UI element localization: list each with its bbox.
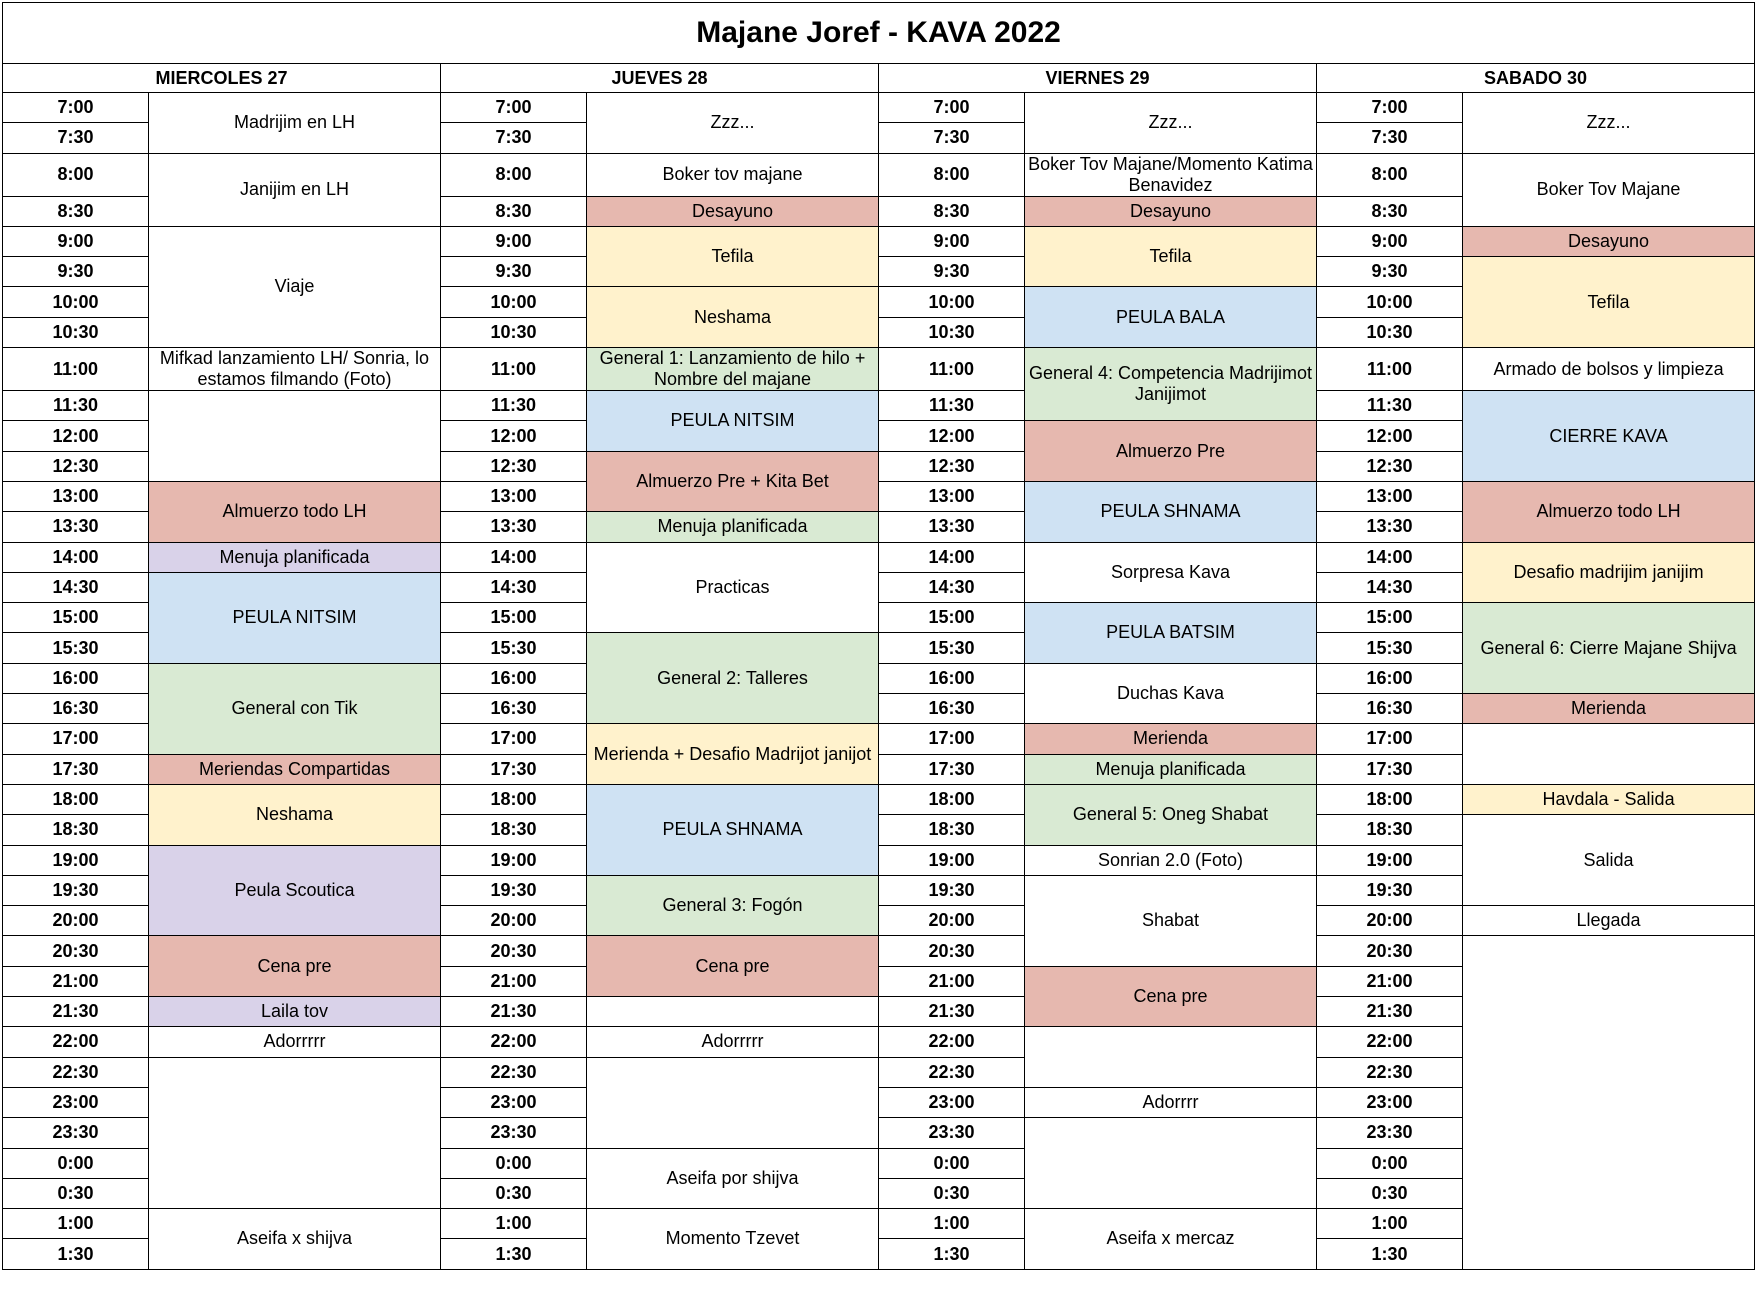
time-cell: 1:30 xyxy=(1317,1239,1463,1269)
time-cell: 0:30 xyxy=(879,1178,1025,1208)
time-cell: 8:00 xyxy=(441,153,587,196)
time-cell: 16:00 xyxy=(441,663,587,693)
time-cell: 8:30 xyxy=(1317,196,1463,226)
day-header-sabado: SABADO 30 xyxy=(1317,64,1755,93)
empty-activity-cell xyxy=(149,1057,441,1208)
time-cell: 7:00 xyxy=(879,93,1025,123)
activity-cell: Boker Tov Majane xyxy=(1463,153,1755,226)
activity-cell: Meriendas Compartidas xyxy=(149,754,441,784)
time-cell: 21:30 xyxy=(441,997,587,1027)
time-cell: 0:00 xyxy=(1317,1148,1463,1178)
activity-cell: Menuja planificada xyxy=(149,542,441,572)
time-cell: 15:00 xyxy=(3,603,149,633)
time-cell: 19:30 xyxy=(3,875,149,905)
time-cell: 12:30 xyxy=(1317,451,1463,481)
time-cell: 17:30 xyxy=(879,754,1025,784)
time-cell: 7:30 xyxy=(879,123,1025,153)
activity-cell: Desafio madrijim janijim xyxy=(1463,542,1755,603)
time-cell: 12:00 xyxy=(879,421,1025,451)
activity-cell: General 4: Competencia Madrijimot Janijimot xyxy=(1025,348,1317,421)
time-cell: 22:30 xyxy=(3,1057,149,1087)
time-cell: 21:30 xyxy=(879,997,1025,1027)
time-cell: 11:30 xyxy=(879,391,1025,421)
time-cell: 16:30 xyxy=(1317,694,1463,724)
time-slot-row xyxy=(3,226,1755,256)
activity-cell: Momento Tzevet xyxy=(587,1209,879,1270)
activity-cell: PEULA SHNAMA xyxy=(1025,481,1317,542)
empty-activity-cell xyxy=(149,391,441,482)
time-cell: 14:00 xyxy=(879,542,1025,572)
activity-cell: Laila tov xyxy=(149,997,441,1027)
activity-cell: Merienda + Desafio Madrijot janijot xyxy=(587,724,879,785)
time-cell: 10:30 xyxy=(879,317,1025,347)
time-cell: 8:00 xyxy=(3,153,149,196)
time-cell: 12:30 xyxy=(441,451,587,481)
activity-cell: Viaje xyxy=(149,226,441,347)
time-cell: 7:30 xyxy=(1317,123,1463,153)
time-cell: 11:30 xyxy=(3,391,149,421)
time-cell: 18:00 xyxy=(441,784,587,814)
time-cell: 10:30 xyxy=(1317,317,1463,347)
activity-cell: Zzz... xyxy=(1463,93,1755,154)
activity-cell: Neshama xyxy=(587,287,879,348)
time-cell: 22:00 xyxy=(3,1027,149,1057)
time-cell: 18:00 xyxy=(3,784,149,814)
time-cell: 8:30 xyxy=(3,196,149,226)
time-cell: 14:30 xyxy=(3,572,149,602)
time-cell: 19:00 xyxy=(441,845,587,875)
empty-activity-cell xyxy=(1463,724,1755,785)
activity-cell: Llegada xyxy=(1463,906,1755,936)
time-cell: 1:00 xyxy=(3,1209,149,1239)
time-cell: 18:00 xyxy=(879,784,1025,814)
time-cell: 11:30 xyxy=(1317,391,1463,421)
time-cell: 22:00 xyxy=(879,1027,1025,1057)
time-cell: 14:00 xyxy=(441,542,587,572)
time-cell: 15:00 xyxy=(441,603,587,633)
activity-cell: General 2: Talleres xyxy=(587,633,879,724)
time-slot-row xyxy=(3,784,1755,814)
time-cell: 7:30 xyxy=(441,123,587,153)
empty-activity-cell xyxy=(587,1057,879,1148)
activity-cell: Tefila xyxy=(1025,226,1317,287)
time-cell: 15:00 xyxy=(879,603,1025,633)
day-header-jueves: JUEVES 28 xyxy=(441,64,879,93)
activity-cell: PEULA BALA xyxy=(1025,287,1317,348)
time-cell: 14:30 xyxy=(441,572,587,602)
time-cell: 9:00 xyxy=(1317,226,1463,256)
time-slot-row xyxy=(3,391,1755,421)
time-cell: 20:30 xyxy=(441,936,587,966)
time-cell: 18:30 xyxy=(1317,815,1463,845)
time-cell: 8:00 xyxy=(879,153,1025,196)
time-cell: 11:00 xyxy=(441,348,587,391)
schedule-sheet xyxy=(2,2,1755,1270)
time-cell: 23:30 xyxy=(879,1118,1025,1148)
time-cell: 23:00 xyxy=(441,1087,587,1117)
activity-cell: Almuerzo Pre + Kita Bet xyxy=(587,451,879,512)
activity-cell: Sonrian 2.0 (Foto) xyxy=(1025,845,1317,875)
time-cell: 14:00 xyxy=(1317,542,1463,572)
time-cell: 10:00 xyxy=(3,287,149,317)
activity-cell: Desayuno xyxy=(587,196,879,226)
time-cell: 8:30 xyxy=(441,196,587,226)
activity-cell: Peula Scoutica xyxy=(149,845,441,936)
day-header-miercoles: MIERCOLES 27 xyxy=(3,64,441,93)
time-slot-row xyxy=(3,481,1755,511)
time-slot-row xyxy=(3,93,1755,123)
activity-cell: General 6: Cierre Majane Shijva xyxy=(1463,603,1755,694)
activity-cell: General con Tik xyxy=(149,663,441,754)
time-cell: 10:00 xyxy=(441,287,587,317)
time-cell: 21:30 xyxy=(3,997,149,1027)
activity-cell: Neshama xyxy=(149,784,441,845)
activity-cell: Shabat xyxy=(1025,875,1317,966)
time-cell: 17:30 xyxy=(3,754,149,784)
activity-cell: Boker tov majane xyxy=(587,153,879,196)
time-cell: 1:00 xyxy=(879,1209,1025,1239)
time-cell: 0:00 xyxy=(879,1148,1025,1178)
time-cell: 15:30 xyxy=(441,633,587,663)
time-cell: 20:30 xyxy=(879,936,1025,966)
schedule-title: Majane Joref - KAVA 2022 xyxy=(3,3,1755,64)
time-cell: 7:30 xyxy=(3,123,149,153)
time-cell: 13:00 xyxy=(441,481,587,511)
time-cell: 18:30 xyxy=(879,815,1025,845)
time-cell: 21:00 xyxy=(1317,966,1463,996)
time-cell: 13:00 xyxy=(3,481,149,511)
time-cell: 7:00 xyxy=(441,93,587,123)
time-cell: 13:00 xyxy=(879,481,1025,511)
activity-cell: Aseifa x mercaz xyxy=(1025,1209,1317,1270)
time-cell: 0:00 xyxy=(3,1148,149,1178)
activity-cell: General 1: Lanzamiento de hilo + Nombre del majane xyxy=(587,348,879,391)
empty-activity-cell xyxy=(1025,1118,1317,1209)
time-cell: 13:30 xyxy=(1317,512,1463,542)
time-cell: 17:00 xyxy=(879,724,1025,754)
time-cell: 16:00 xyxy=(1317,663,1463,693)
time-cell: 21:00 xyxy=(3,966,149,996)
time-cell: 16:30 xyxy=(441,694,587,724)
activity-cell: Zzz... xyxy=(587,93,879,154)
time-cell: 21:00 xyxy=(441,966,587,996)
activity-cell: Cena pre xyxy=(149,936,441,997)
activity-cell: PEULA NITSIM xyxy=(587,391,879,452)
empty-activity-cell xyxy=(1025,1027,1317,1088)
time-cell: 22:00 xyxy=(1317,1027,1463,1057)
time-cell: 11:00 xyxy=(879,348,1025,391)
activity-cell: Desayuno xyxy=(1463,226,1755,256)
time-cell: 12:00 xyxy=(3,421,149,451)
activity-cell: Adorrrrr xyxy=(149,1027,441,1057)
time-cell: 19:00 xyxy=(3,845,149,875)
activity-cell: Adorrrr xyxy=(1025,1087,1317,1117)
time-cell: 10:00 xyxy=(879,287,1025,317)
time-cell: 17:30 xyxy=(1317,754,1463,784)
activity-cell: CIERRE KAVA xyxy=(1463,391,1755,482)
time-cell: 23:00 xyxy=(3,1087,149,1117)
time-cell: 11:00 xyxy=(3,348,149,391)
time-cell: 7:00 xyxy=(1317,93,1463,123)
time-cell: 1:30 xyxy=(879,1239,1025,1269)
time-cell: 13:30 xyxy=(441,512,587,542)
time-cell: 8:30 xyxy=(879,196,1025,226)
activity-cell: General 3: Fogón xyxy=(587,875,879,936)
activity-cell: Tefila xyxy=(587,226,879,287)
day-header-viernes: VIERNES 29 xyxy=(879,64,1317,93)
time-cell: 13:30 xyxy=(879,512,1025,542)
activity-cell: Tefila xyxy=(1463,257,1755,348)
time-cell: 23:30 xyxy=(3,1118,149,1148)
time-cell: 18:30 xyxy=(441,815,587,845)
day-header-row xyxy=(3,64,1755,93)
time-cell: 16:30 xyxy=(3,694,149,724)
activity-cell: PEULA NITSIM xyxy=(149,572,441,663)
time-cell: 7:00 xyxy=(3,93,149,123)
activity-cell: Cena pre xyxy=(587,936,879,997)
activity-cell: Desayuno xyxy=(1025,196,1317,226)
activity-cell: Adorrrrr xyxy=(587,1027,879,1057)
time-cell: 12:30 xyxy=(879,451,1025,481)
time-cell: 0:30 xyxy=(3,1178,149,1208)
time-cell: 12:00 xyxy=(441,421,587,451)
time-cell: 15:30 xyxy=(879,633,1025,663)
activity-cell: Aseifa x shijva xyxy=(149,1209,441,1270)
time-cell: 0:30 xyxy=(1317,1178,1463,1208)
time-cell: 23:30 xyxy=(1317,1118,1463,1148)
time-cell: 23:30 xyxy=(441,1118,587,1148)
empty-activity-cell xyxy=(1463,936,1755,1269)
activity-cell: Armado de bolsos y limpieza xyxy=(1463,348,1755,391)
activity-cell: Zzz... xyxy=(1025,93,1317,154)
time-cell: 22:30 xyxy=(879,1057,1025,1087)
time-cell: 9:00 xyxy=(441,226,587,256)
activity-cell: Practicas xyxy=(587,542,879,633)
time-cell: 15:30 xyxy=(3,633,149,663)
time-cell: 10:30 xyxy=(3,317,149,347)
time-cell: 19:30 xyxy=(1317,875,1463,905)
activity-cell: PEULA SHNAMA xyxy=(587,784,879,875)
schedule-table xyxy=(2,2,1755,1270)
activity-cell: Aseifa por shijva xyxy=(587,1148,879,1209)
time-cell: 17:00 xyxy=(1317,724,1463,754)
time-cell: 20:00 xyxy=(879,906,1025,936)
time-cell: 8:00 xyxy=(1317,153,1463,196)
time-cell: 19:00 xyxy=(879,845,1025,875)
time-cell: 22:30 xyxy=(1317,1057,1463,1087)
time-cell: 21:00 xyxy=(879,966,1025,996)
activity-cell: Merienda xyxy=(1025,724,1317,754)
activity-cell: Havdala - Salida xyxy=(1463,784,1755,814)
time-cell: 20:30 xyxy=(1317,936,1463,966)
time-cell: 20:30 xyxy=(3,936,149,966)
time-cell: 14:00 xyxy=(3,542,149,572)
time-cell: 12:30 xyxy=(3,451,149,481)
activity-cell: General 5: Oneg Shabat xyxy=(1025,784,1317,845)
time-cell: 18:00 xyxy=(1317,784,1463,814)
time-cell: 11:00 xyxy=(1317,348,1463,391)
time-cell: 13:30 xyxy=(3,512,149,542)
time-cell: 21:30 xyxy=(1317,997,1463,1027)
time-cell: 19:30 xyxy=(879,875,1025,905)
activity-cell: Almuerzo todo LH xyxy=(1463,481,1755,542)
time-cell: 20:00 xyxy=(1317,906,1463,936)
activity-cell: Janijim en LH xyxy=(149,153,441,226)
time-cell: 11:30 xyxy=(441,391,587,421)
time-cell: 12:00 xyxy=(1317,421,1463,451)
time-cell: 17:30 xyxy=(441,754,587,784)
activity-cell: Merienda xyxy=(1463,694,1755,724)
time-cell: 22:30 xyxy=(441,1057,587,1087)
activity-cell: Sorpresa Kava xyxy=(1025,542,1317,603)
time-cell: 16:00 xyxy=(3,663,149,693)
time-cell: 9:00 xyxy=(879,226,1025,256)
time-cell: 18:30 xyxy=(3,815,149,845)
time-cell: 13:00 xyxy=(1317,481,1463,511)
time-cell: 1:00 xyxy=(441,1209,587,1239)
time-cell: 0:00 xyxy=(441,1148,587,1178)
time-cell: 14:30 xyxy=(879,572,1025,602)
activity-cell: Mifkad lanzamiento LH/ Sonria, lo estamos filmando (Foto) xyxy=(149,348,441,391)
time-cell: 19:00 xyxy=(1317,845,1463,875)
time-cell: 10:30 xyxy=(441,317,587,347)
empty-activity-cell xyxy=(587,997,879,1027)
activity-cell: Salida xyxy=(1463,815,1755,906)
time-cell: 23:00 xyxy=(1317,1087,1463,1117)
activity-cell: Almuerzo todo LH xyxy=(149,481,441,542)
activity-cell: Duchas Kava xyxy=(1025,663,1317,724)
time-cell: 15:00 xyxy=(1317,603,1463,633)
time-cell: 1:30 xyxy=(3,1239,149,1269)
activity-cell: Almuerzo Pre xyxy=(1025,421,1317,482)
time-cell: 9:30 xyxy=(441,257,587,287)
time-cell: 17:00 xyxy=(3,724,149,754)
time-cell: 23:00 xyxy=(879,1087,1025,1117)
activity-cell: Menuja planificada xyxy=(587,512,879,542)
time-slot-row xyxy=(3,348,1755,391)
time-cell: 1:30 xyxy=(441,1239,587,1269)
activity-cell: Boker Tov Majane/Momento Katima Benavidez xyxy=(1025,153,1317,196)
time-cell: 9:30 xyxy=(1317,257,1463,287)
time-cell: 10:00 xyxy=(1317,287,1463,317)
time-slot-row xyxy=(3,936,1755,966)
activity-cell: PEULA BATSIM xyxy=(1025,603,1317,664)
time-cell: 9:00 xyxy=(3,226,149,256)
time-slot-row xyxy=(3,542,1755,572)
time-cell: 16:30 xyxy=(879,694,1025,724)
time-cell: 17:00 xyxy=(441,724,587,754)
activity-cell: Menuja planificada xyxy=(1025,754,1317,784)
time-cell: 15:30 xyxy=(1317,633,1463,663)
time-cell: 1:00 xyxy=(1317,1209,1463,1239)
time-cell: 14:30 xyxy=(1317,572,1463,602)
time-cell: 20:00 xyxy=(3,906,149,936)
time-cell: 20:00 xyxy=(441,906,587,936)
activity-cell: Cena pre xyxy=(1025,966,1317,1027)
time-slot-row xyxy=(3,153,1755,196)
time-cell: 0:30 xyxy=(441,1178,587,1208)
time-cell: 22:00 xyxy=(441,1027,587,1057)
activity-cell: Madrijim en LH xyxy=(149,93,441,154)
time-cell: 9:30 xyxy=(879,257,1025,287)
time-cell: 16:00 xyxy=(879,663,1025,693)
time-cell: 9:30 xyxy=(3,257,149,287)
time-cell: 19:30 xyxy=(441,875,587,905)
